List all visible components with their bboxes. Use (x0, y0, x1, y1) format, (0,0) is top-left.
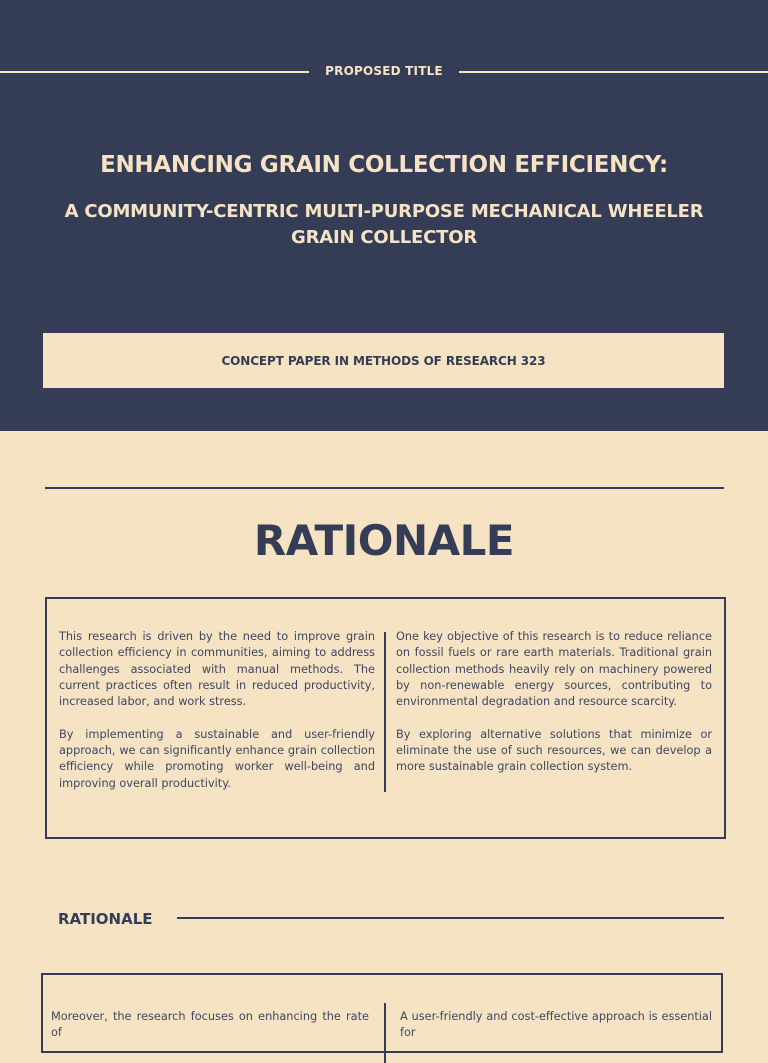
column-divider (384, 1003, 386, 1063)
subheading-rule (177, 917, 724, 919)
title-rule-left (0, 71, 309, 73)
rationale-card-2 (41, 973, 723, 1053)
rationale-subheading: RATIONALE (58, 910, 153, 928)
rationale-paragraph: This research is driven by the need to improve grain collection efficiency in communities, aiming to address challenges associated with manual methods. The current practices often result in reduced productivity, increased labor, and work stress. (59, 630, 375, 709)
concept-paper-box (43, 333, 724, 388)
section-rule (45, 487, 724, 489)
rationale-right-column (396, 629, 712, 792)
rationale-paragraph: One key objective of this research is to reduce reliance on fossil fuels or rare earth materials. Traditional grain collection methods heavily rely on machinery powered by non-renewable energy sources, contributing to environmental degradation and resource scarcity. (396, 630, 712, 709)
rationale-paragraph: By exploring alternative solutions that minimize or eliminate the use of such resources, we can develop a more sustainable grain collection system. (396, 727, 712, 774)
rationale2-right-column (400, 1009, 712, 1058)
rationale-paragraph: Moreover, the research focuses on enhancing the rate of (51, 1010, 369, 1040)
proposed-title-label: PROPOSED TITLE (325, 64, 443, 78)
paper-subtitle: A COMMUNITY-CENTRIC MULTI-PURPOSE MECHANICAL WHEELER GRAIN COLLECTOR (64, 201, 704, 248)
column-divider (384, 632, 386, 792)
concept-paper-text: CONCEPT PAPER IN METHODS OF RESEARCH 323 (221, 353, 546, 368)
rationale-heading: RATIONALE (253, 516, 515, 565)
title-banner (0, 0, 768, 431)
rationale-paragraph: By implementing a sustainable and user-friendly approach, we can significantly enhance grain collection efficiency while promoting worker well-being and improving overall productivity. (59, 727, 375, 790)
paper-title: ENHANCING GRAIN COLLECTION EFFICIENCY: (100, 152, 668, 178)
rationale-left-column (59, 629, 375, 808)
rationale2-left-column (51, 1009, 369, 1058)
rationale-paragraph: A user-friendly and cost-effective approach is essential for (400, 1010, 712, 1040)
title-rule-right (459, 71, 768, 73)
rationale-card (45, 597, 726, 839)
